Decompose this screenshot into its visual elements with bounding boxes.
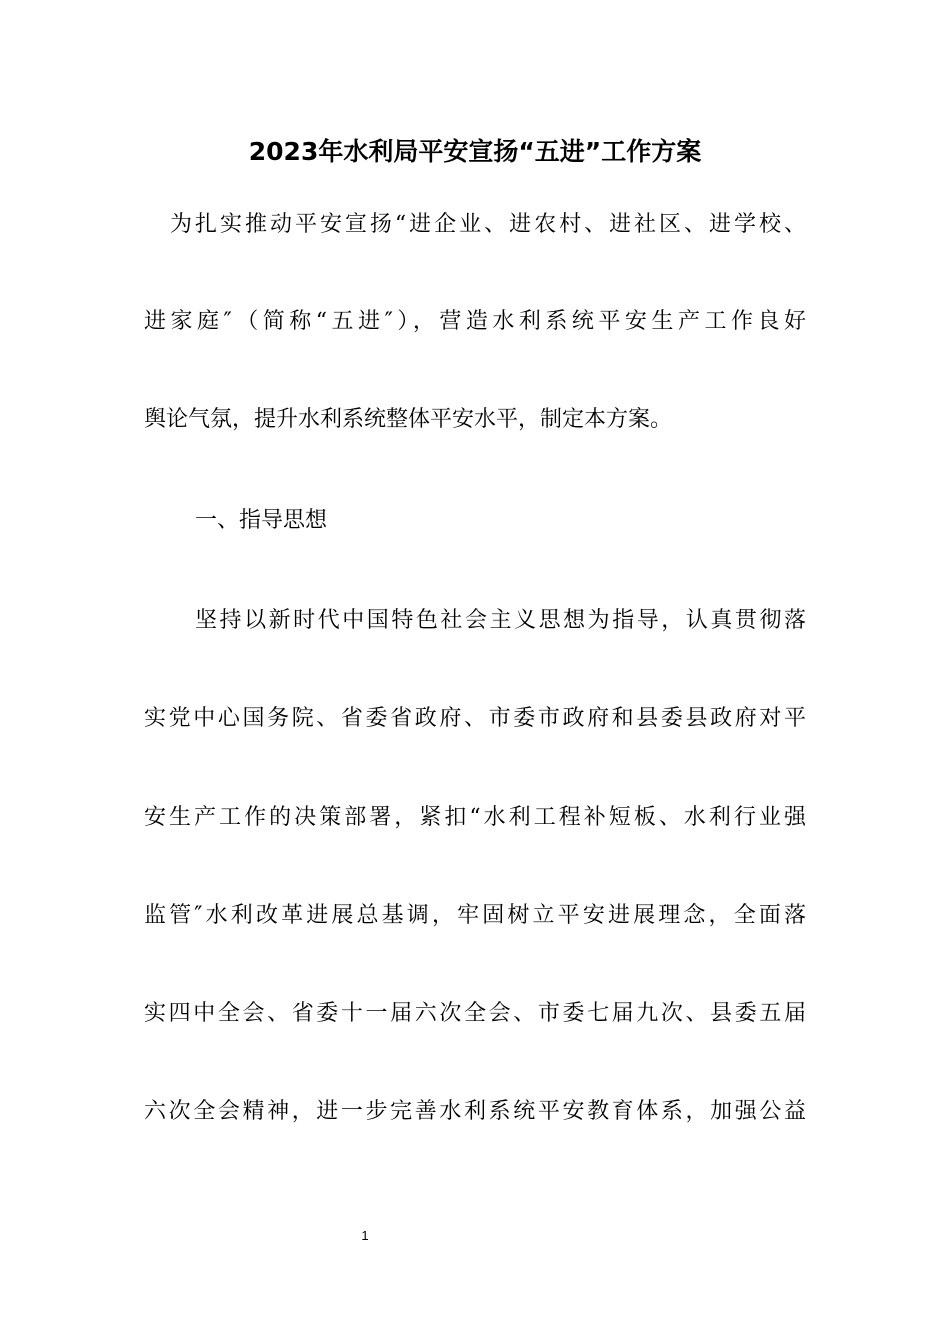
document-title: 2023年水利局平安宣扬“五进”工作方案 <box>248 137 702 166</box>
body-line-3: 安生产工作的决策部署，紧扣“水利工程补短板、水利行业强 <box>144 805 806 830</box>
intro-line-1: 为扎实推动平安宣扬“进企业、进农村、进社区、进学校、 <box>170 212 806 237</box>
body-line-6: 六次全会精神，进一步完善水利系统平安教育体系，加强公益 <box>144 1099 806 1124</box>
intro-line-2: 进家庭″（简称“五进″），营造水利系统平安生产工作良好 <box>144 309 806 334</box>
section-heading-guiding-ideology: 一、指导思想 <box>195 508 328 533</box>
body-line-2: 实党中心国务院、省委省政府、市委市政府和县委县政府对平 <box>144 706 806 731</box>
body-line-4: 监管″水利改革进展总基调，牢固树立平安进展理念，全面落 <box>144 903 806 928</box>
intro-line-3: 舆论气氛，提升水利系统整体平安水平，制定本方案。 <box>144 407 673 432</box>
body-line-5: 实四中全会、省委十一届六次全会、市委七届九次、县委五届 <box>144 1001 806 1026</box>
body-line-1: 坚持以新时代中国特色社会主义思想为指导，认真贯彻落 <box>195 608 806 633</box>
page-number: 1 <box>361 1228 369 1243</box>
